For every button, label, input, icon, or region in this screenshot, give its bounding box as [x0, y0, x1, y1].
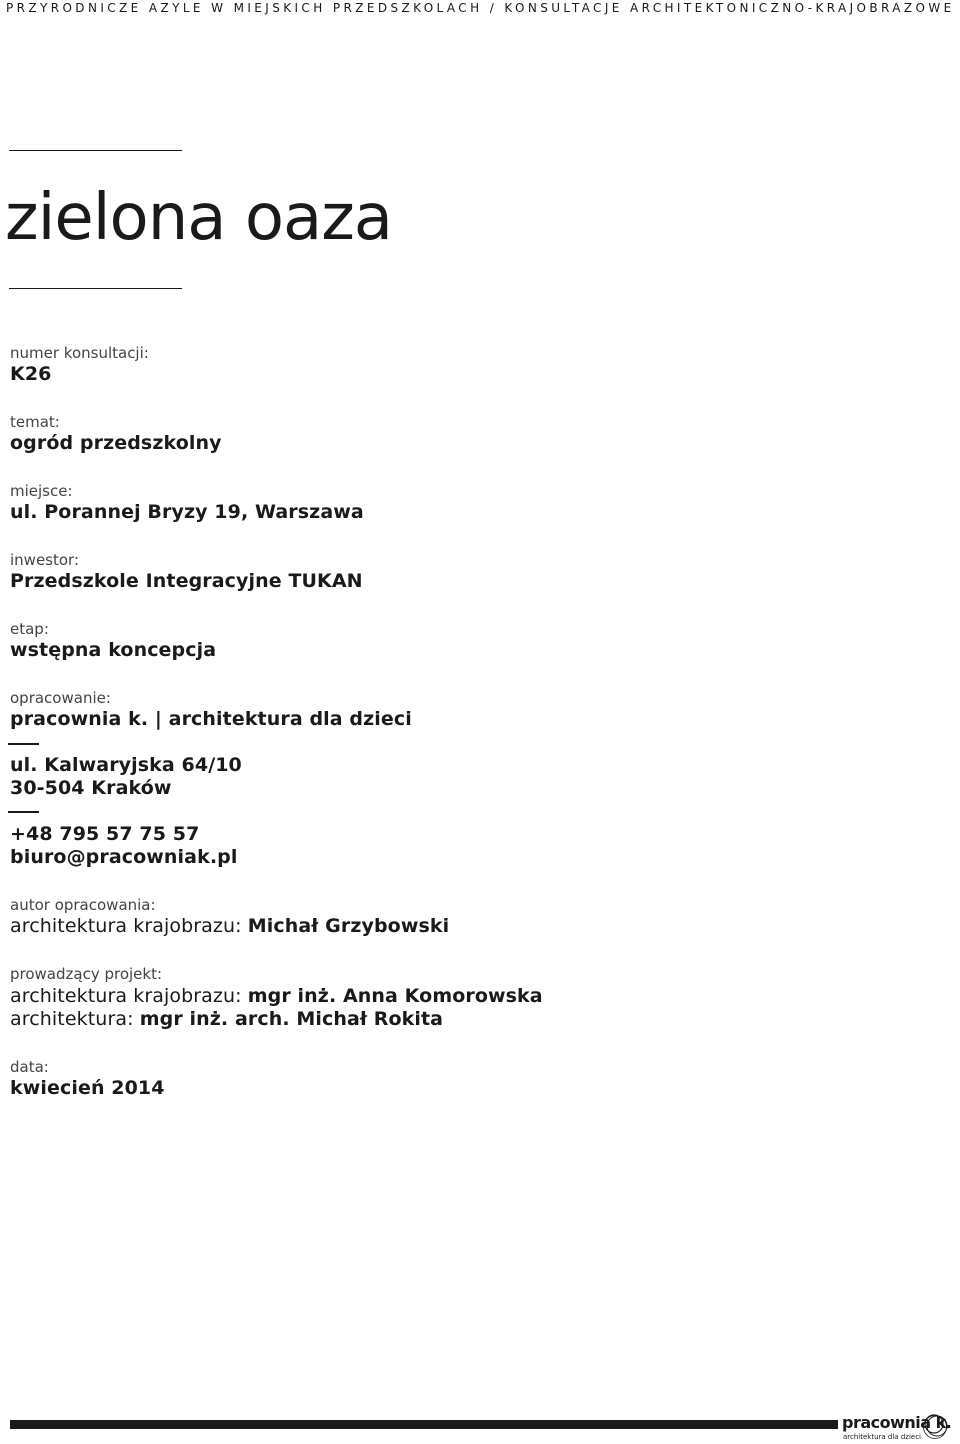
- prowadzacy-role-1: architektura krajobrazu:: [10, 985, 248, 1007]
- title-divider: [9, 288, 182, 289]
- prowadzacy-row-1: [10, 984, 543, 1008]
- footer-bar: [10, 1420, 838, 1429]
- numer-value: K26: [10, 363, 52, 385]
- autor-role: architektura krajobrazu:: [10, 915, 248, 937]
- email-address: biuro@pracowniak.pl: [10, 846, 238, 868]
- opracowanie-value: pracownia k. | architektura dla dzieci: [10, 708, 412, 730]
- series-header: PRZYRODNICZE AZYLE W MIEJSKICH PRZEDSZKOLACH / KONSULTACJE ARCHITEKTONICZNO-KRAJOBRAZOWE: [6, 1, 955, 15]
- prowadzacy-label: prowadzący projekt:: [10, 965, 163, 983]
- temat-value: ogród przedszkolny: [10, 432, 222, 454]
- address-street: ul. Kalwaryjska 64/10: [10, 754, 242, 776]
- etap-label: etap:: [10, 620, 49, 638]
- logo-wordmark: pracownia k.: [842, 1413, 952, 1432]
- inwestor-value: Przedszkole Integracyjne TUKAN: [10, 570, 363, 592]
- autor-label: autor opracowania:: [10, 896, 156, 914]
- numer-label: numer konsultacji:: [10, 344, 149, 362]
- address-divider: [8, 743, 39, 745]
- document-title: zielona oaza: [5, 181, 392, 255]
- phone-number: +48 795 57 75 57: [10, 823, 200, 845]
- address-city: 30-504 Kraków: [10, 777, 172, 799]
- data-label: data:: [10, 1058, 49, 1076]
- pracownia-logo: [842, 1414, 954, 1442]
- logo-rings-icon: [920, 1411, 952, 1441]
- prowadzacy-name-2: mgr inż. arch. Michał Rokita: [139, 1008, 444, 1030]
- data-value: kwiecień 2014: [10, 1077, 165, 1099]
- prowadzacy-name-1: mgr inż. Anna Komorowska: [247, 985, 543, 1007]
- miejsce-label: miejsce:: [10, 482, 73, 500]
- miejsce-value: ul. Porannej Bryzy 19, Warszawa: [10, 501, 364, 523]
- inwestor-label: inwestor:: [10, 551, 80, 569]
- etap-value: wstępna koncepcja: [10, 639, 217, 661]
- autor-value: [10, 914, 449, 938]
- prowadzacy-row-2: [10, 1007, 443, 1031]
- autor-name: Michał Grzybowski: [247, 915, 450, 937]
- logo-tagline: architektura dla dzieci: [843, 1433, 921, 1441]
- temat-label: temat:: [10, 413, 60, 431]
- prowadzacy-role-2: architektura:: [10, 1008, 140, 1030]
- top-divider: [9, 150, 182, 151]
- opracowanie-label: opracowanie:: [10, 689, 111, 707]
- contact-divider: [8, 811, 39, 813]
